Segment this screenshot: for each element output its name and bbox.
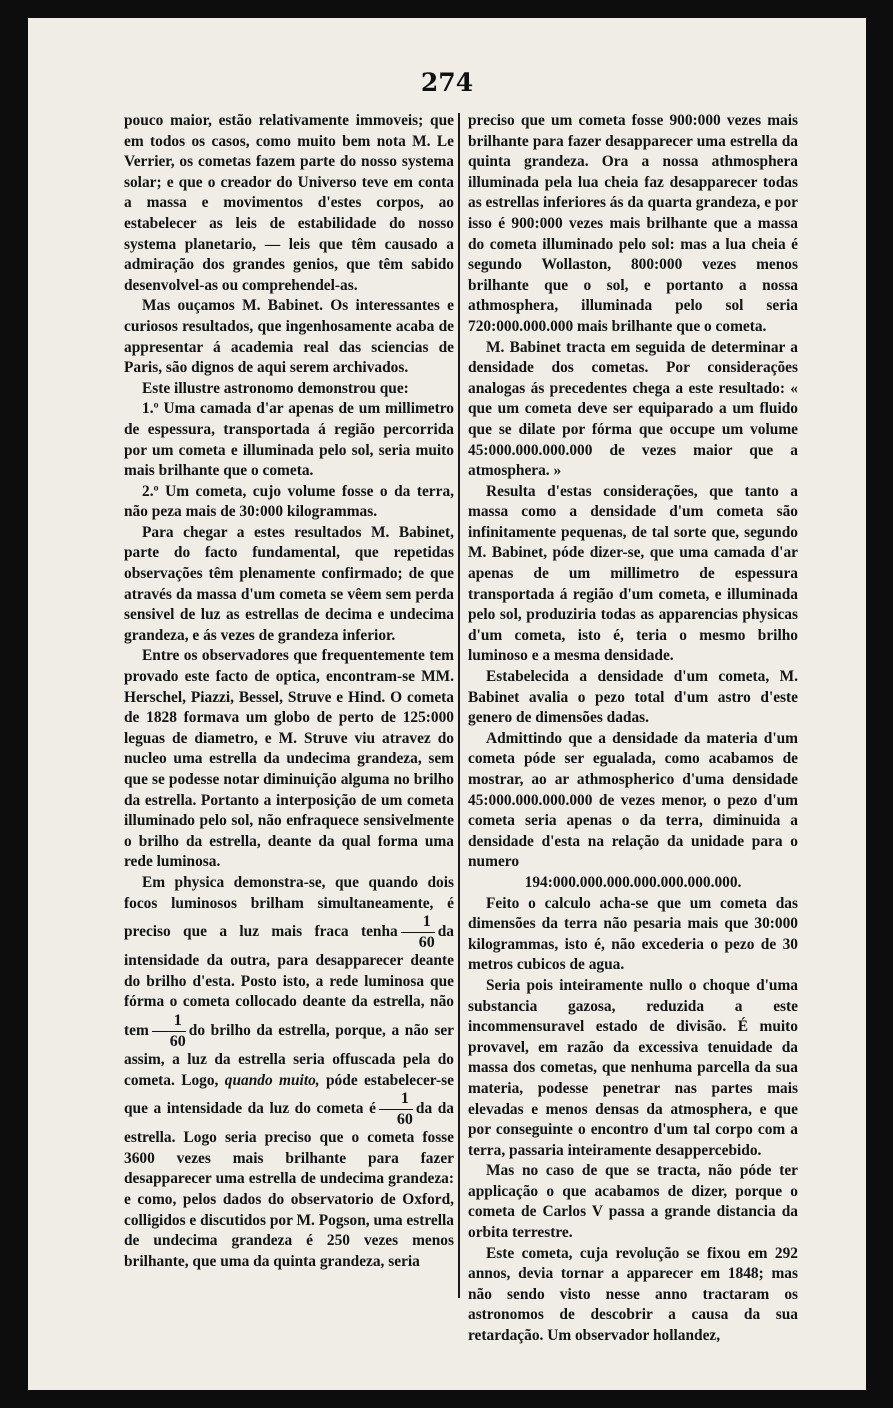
fraction	[379, 1091, 413, 1128]
book-page	[28, 18, 866, 1390]
fraction-numerator: 1	[401, 914, 435, 933]
paragraph: Este cometa, cuja revolução se fixou em 292 annos, devia tornar a apparecer em 1848; mas não sendo visto nesse anno tractaram os astronomos de descobrir a causa da sua retardação. Um observador hollandez,	[468, 1244, 798, 1345]
left-column	[124, 111, 454, 1272]
fraction-denominator: 60	[396, 1111, 413, 1129]
fraction-denominator: 60	[169, 1032, 186, 1050]
fraction	[401, 914, 435, 951]
paragraph: Este illustre astronomo demonstrou que:	[142, 379, 409, 397]
paragraph: pouco maior, estão relativamente immoveis; que em todos os casos, como muito bem nota M. Le Verrier, os cometas fazem parte do nosso systema solar; e que o creador do Universo teve em conta a massa e movimentos d'estes corpos, ao estabelecer as leis de estabilidade do nosso systema planetario, — leis que têm causado a admiração dos grandes genios, que têm sabido desenvolvel-as ou comprehendel-as.	[124, 112, 454, 294]
paragraph: Seria pois inteiramente nullo o choque d'uma substancia gazosa, reduzida a este incommensuravel estado de divisão. É muito provavel, em razão da excessiva tenuidade da massa dos cometas, que nenhuma parcella da sua materia, podesse penetrar nas partes mais elevadas e menos densas da atmosphera, e que por conseguinte o encontro d'um tal corpo com a terra, passaria inteiramente desappercebido.	[468, 976, 798, 1159]
paragraph: Entre os observadores que frequentemente tem provado este facto de optica, encontram-se MM. Herschel, Piazzi, Bessel, Struve e Hind. O cometa de 1828 formava um globo de perto de 125:000 leguas de diametro, e M. Struve viu atravez do nucleo uma estrella da undecima grandeza, sem que se podesse notar diminuição alguma no brilho da estrella. Portanto a interposição de um cometa illuminado pelo sol, não enfraquece sensivelmente o brilho da estrella, deante da qual forma uma rede luminosa.	[124, 647, 454, 871]
text-run: da da estrella. Logo seria preciso que o cometa fosse 3600 vezes mais brilhante para fazer desapparecer uma estrella de undecima grandeza: e como, pelos dados do observatorio de Oxford, colligidos e discutidos por M. Pogson, uma estrella de undecima grandeza é 250 vezes menos brilhante, que uma da quinta grandeza, seria	[124, 1100, 454, 1270]
text-run: Em physica demonstra-se, que quando dois focos luminosos brilham simultaneamente, é preciso que a luz mais fraca tenha	[124, 873, 454, 941]
italic-text: quando muito,	[224, 1071, 320, 1089]
text-run: póde estabelecer-se que a intensidade da luz do cometa é	[124, 1071, 454, 1118]
paragraph: Feito o calculo acha-se que um cometa das dimensões da terra não pesaria mais que 30:000 kilogrammas, isto é, não excederia o pezo de 30 metros cubicos de agua.	[468, 894, 798, 974]
text-run: do brilho da estrella, porque, a não ser assim, a luz da estrella seria offuscada pela do cometa. Logo,	[124, 1021, 454, 1089]
right-column	[468, 111, 798, 1347]
fraction-numerator: 1	[379, 1091, 413, 1110]
paragraph: Mas ouçamos M. Babinet. Os interessantes e curiosos resultados, que ingenhosamente acaba de appresentar á academia real das sciencias de Paris, são dignos de aqui serem archivados.	[124, 297, 454, 377]
paragraph: Admittindo que a densidade da materia d'um cometa póde ser egualada, como acabamos de mostrar, ao ar athmospherico d'uma densidade 45:000.000.000.000 de vezes menor, o pezo d'um cometa seria apenas o da terra, diminuida a densidade d'esta na relação da unidade para o numero	[468, 729, 798, 871]
paragraph: Resulta d'estas considerações, que tanto a massa como a densidade d'um cometa são infinitamente pequenas, de tal sorte que, segundo M. Babinet, póde dizer-se, que uma camada d'ar apenas de um millimetro de espessura transportada á região d'um cometa, e illuminada pelo sol, produziria todas as apparencias physicas d'um cometa, isto é, teria o mesmo brilho luminoso e a mesma densidade.	[468, 482, 798, 665]
column-divider	[458, 113, 460, 1298]
fraction	[152, 1013, 186, 1050]
paragraph: 2.º Um cometa, cujo volume fosse o da terra, não peza mais de 30:000 kilogrammas.	[124, 482, 454, 521]
paragraph: Mas no caso de que se tracta, não póde ter applicação o que acabamos de dizer, porque o cometa de Carlos V passa a grande distancia da orbita terrestre.	[468, 1162, 798, 1242]
paragraph: Para chegar a estes resultados M. Babinet, parte do facto fundamental, que repetidas observações têm plenamente confirmado; de que através da massa d'um cometa se vêem sem perda sensivel de luz as estrellas de decima e undecima grandeza, e ás vezes de grandeza inferior.	[124, 523, 454, 644]
paragraph: Estabelecida a densidade d'um cometa, M. Babinet avalia o pezo total d'um astro d'este genero de dimensões dadas.	[468, 668, 798, 727]
fraction-denominator: 60	[418, 934, 435, 952]
paragraph-with-fractions	[124, 873, 454, 1272]
paragraph: 1.º Uma camada d'ar apenas de um millimetro de espessura, transportada á região percorrida por um cometa e illuminada pelo sol, seria muito mais brilhante que o cometa.	[124, 400, 454, 480]
fraction-numerator: 1	[152, 1013, 186, 1032]
page-number: 274	[420, 68, 474, 97]
text-run: da intensidade da outra, para desapparecer deante do brilho d'esta. Posto isto, a rede luminosa que fórma o cometa collocado deante da estrella, não tem	[124, 923, 454, 1039]
paragraph: preciso que um cometa fosse 900:000 vezes mais brilhante para fazer desapparecer uma estrella da quinta grandeza. Ora a nossa athmosphera illuminada pela lua cheia faz desapparecer todas as estrellas inferiores ás da quarta grandeza, e por isso é 900:000 vezes mais brilhante que a massa do cometa illuminado pelo sol: mas a lua cheia é segundo Wollaston, 800:000 vezes menos brilhante que o sol, e portanto a nossa athmosphera, illuminada pelo sol seria 720:000.000.000 mais brilhante que o cometa.	[468, 112, 798, 335]
paragraph: M. Babinet tracta em seguida de determinar a densidade dos cometas. Por considerações analogas ás precedentes chega a este resultado: « que um cometa deve ser equiparado a um fluido que se dilate por fórma que occupe um volume 45:000.000.000.000 de vezes maior que a atmosphera. »	[468, 338, 798, 480]
large-number: 194:000.000.000.000.000.000.000.	[524, 873, 742, 891]
